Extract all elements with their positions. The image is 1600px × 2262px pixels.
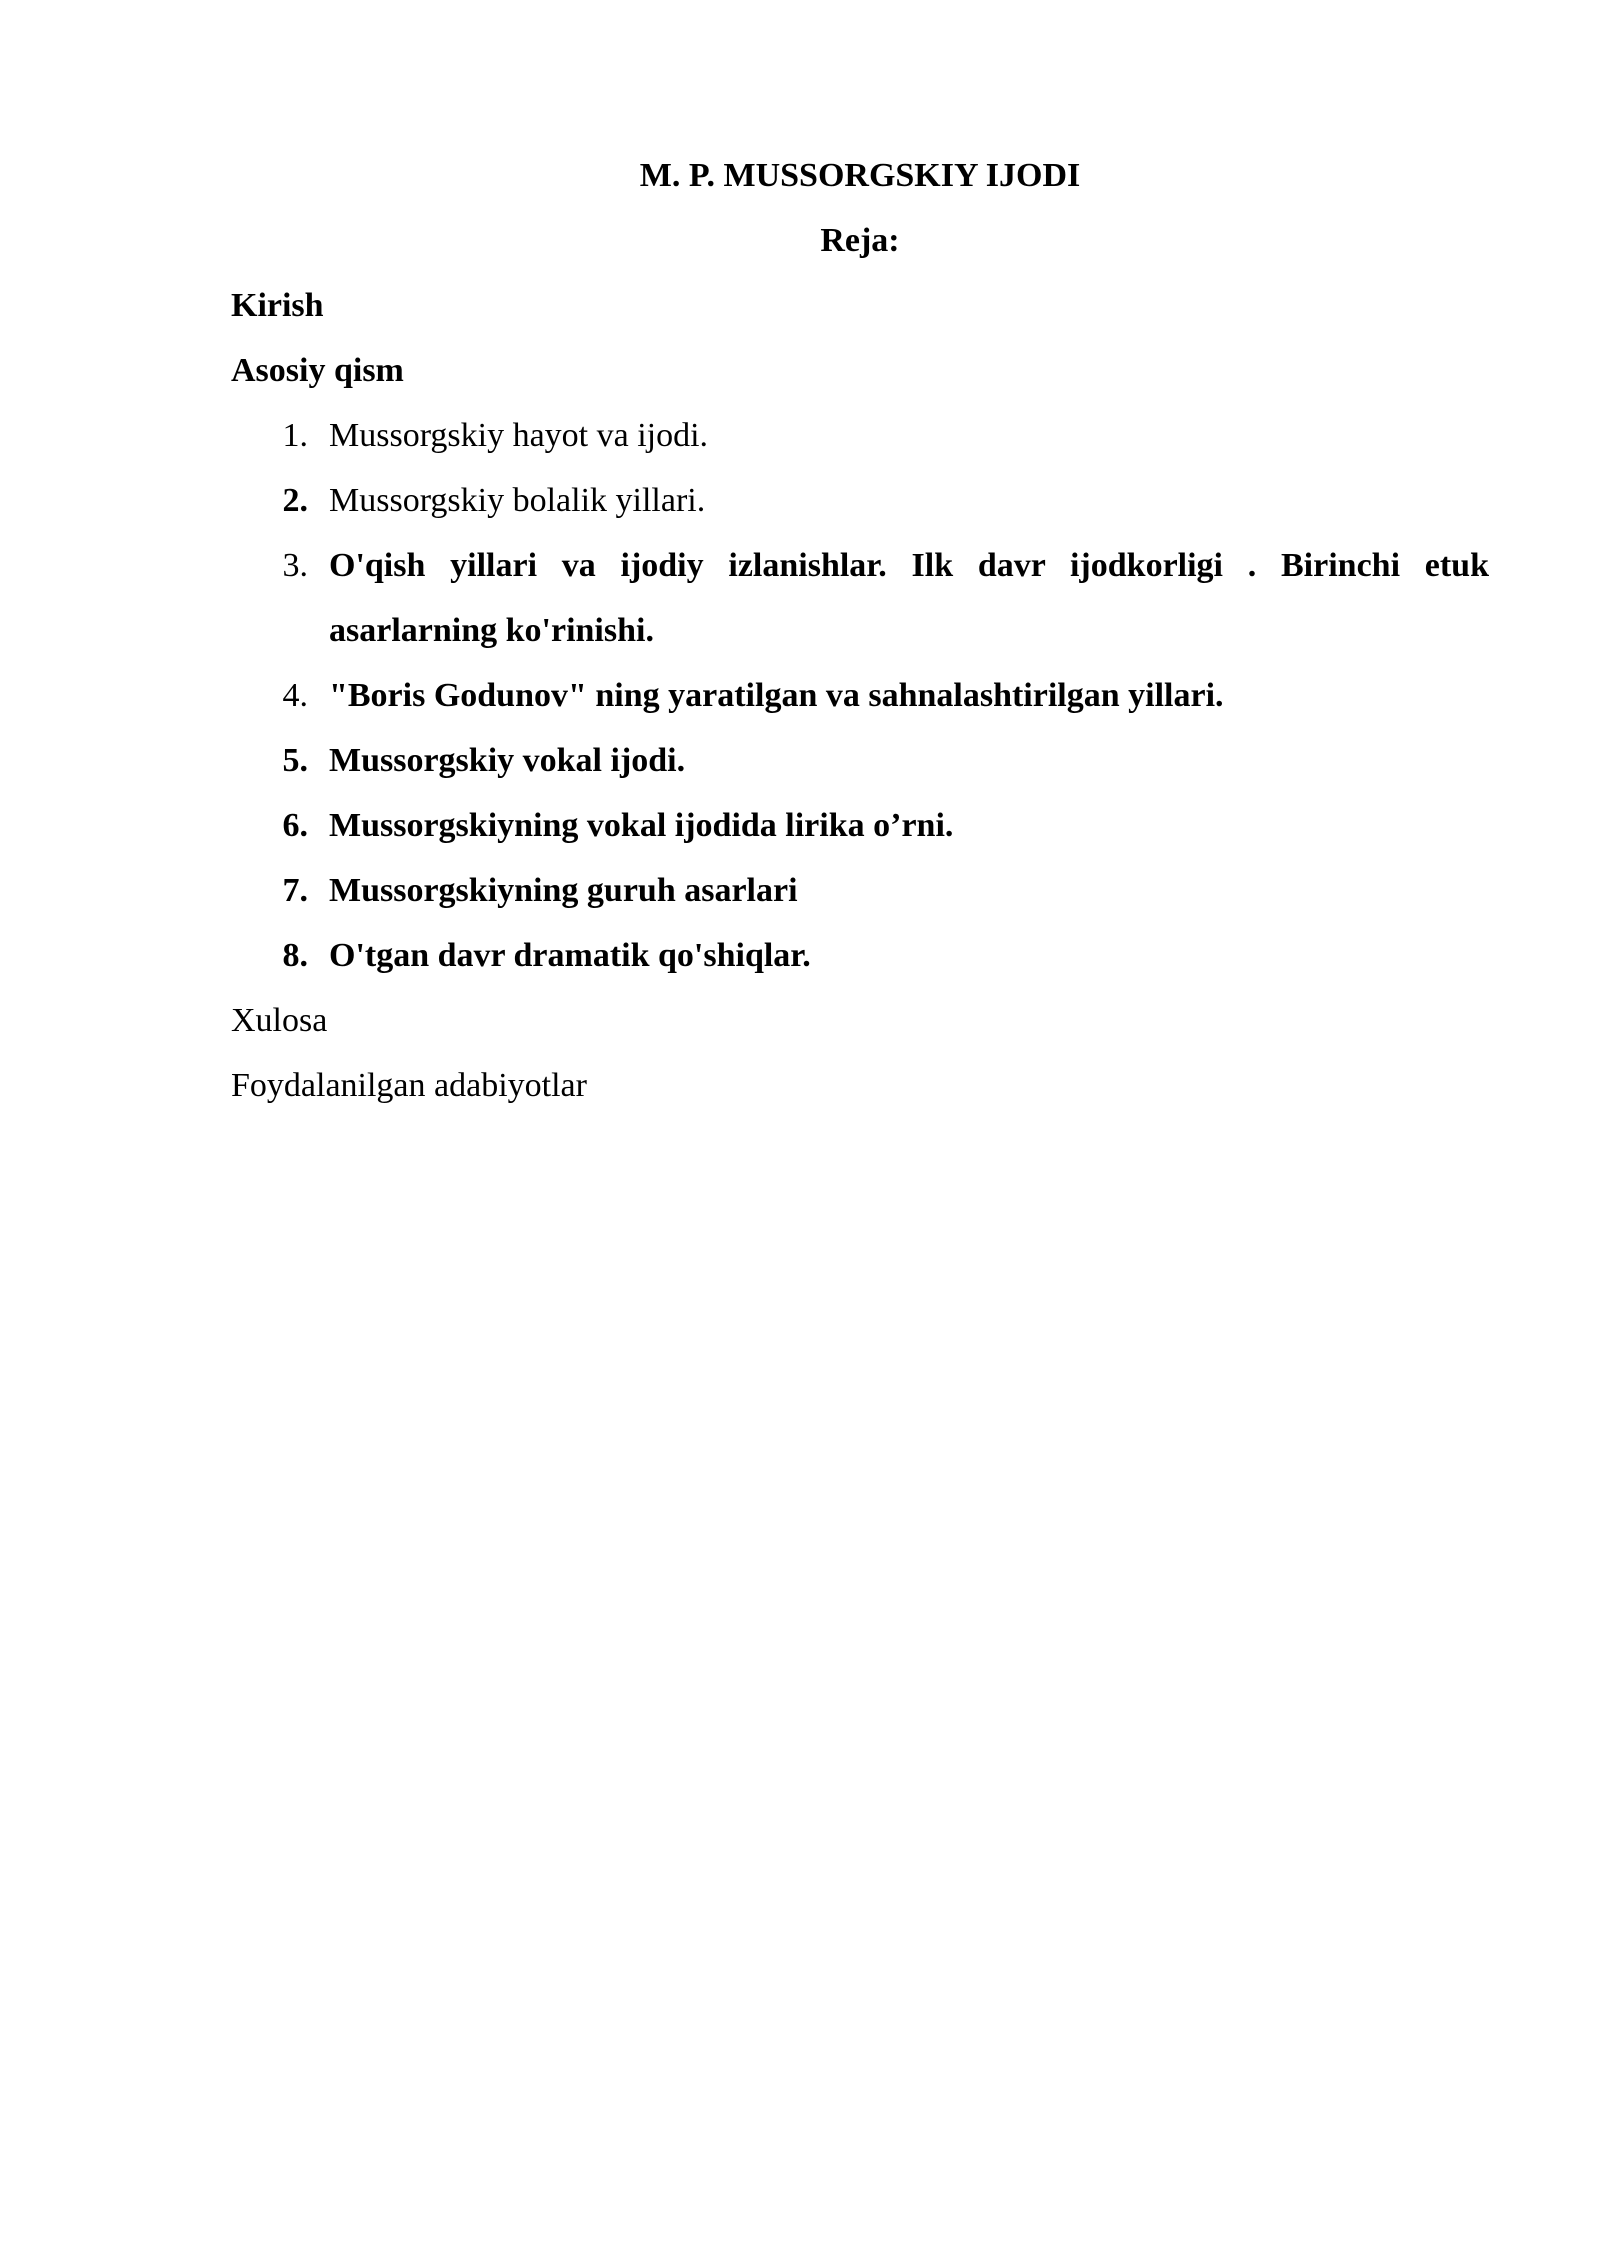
list-item: Mussorgskiy bolalik yillari. bbox=[329, 482, 706, 519]
plan-heading: Reja: bbox=[820, 222, 900, 259]
list-item-number: 1. bbox=[282, 417, 308, 454]
list-item: O'qish yillari va ijodiy izlanishlar. Ilk davr ijodkorligi . Birinchi etuk bbox=[329, 547, 1489, 584]
references-heading: Foydalanilgan adabiyotlar bbox=[231, 1067, 587, 1104]
main-part-heading: Asosiy qism bbox=[231, 352, 404, 389]
list-item-number: 8. bbox=[282, 937, 308, 974]
list-item: Mussorgskiyning guruh asarlari bbox=[329, 872, 798, 909]
document-title: M. P. MUSSORGSKIY IJODI bbox=[639, 157, 1081, 194]
list-item-number: 7. bbox=[282, 872, 308, 909]
list-item-number: 5. bbox=[282, 742, 308, 779]
intro-heading: Kirish bbox=[231, 287, 324, 324]
list-item: O'tgan davr dramatik qo'shiqlar. bbox=[329, 937, 811, 974]
list-item-number: 3. bbox=[282, 547, 308, 584]
conclusion-heading: Xulosa bbox=[231, 1002, 328, 1039]
list-item: "Boris Godunov" ning yaratilgan va sahnalashtirilgan yillari. bbox=[329, 677, 1224, 714]
list-item: Mussorgskiy vokal ijodi. bbox=[329, 742, 686, 779]
list-item: Mussorgskiy hayot va ijodi. bbox=[329, 417, 709, 454]
list-item-number: 2. bbox=[282, 482, 308, 519]
list-item-number: 6. bbox=[282, 807, 308, 844]
list-item: Mussorgskiyning vokal ijodida lirika o’rni. bbox=[329, 807, 954, 844]
list-item-continuation: asarlarning ko'rinishi. bbox=[329, 612, 654, 649]
list-item-number: 4. bbox=[282, 677, 308, 714]
